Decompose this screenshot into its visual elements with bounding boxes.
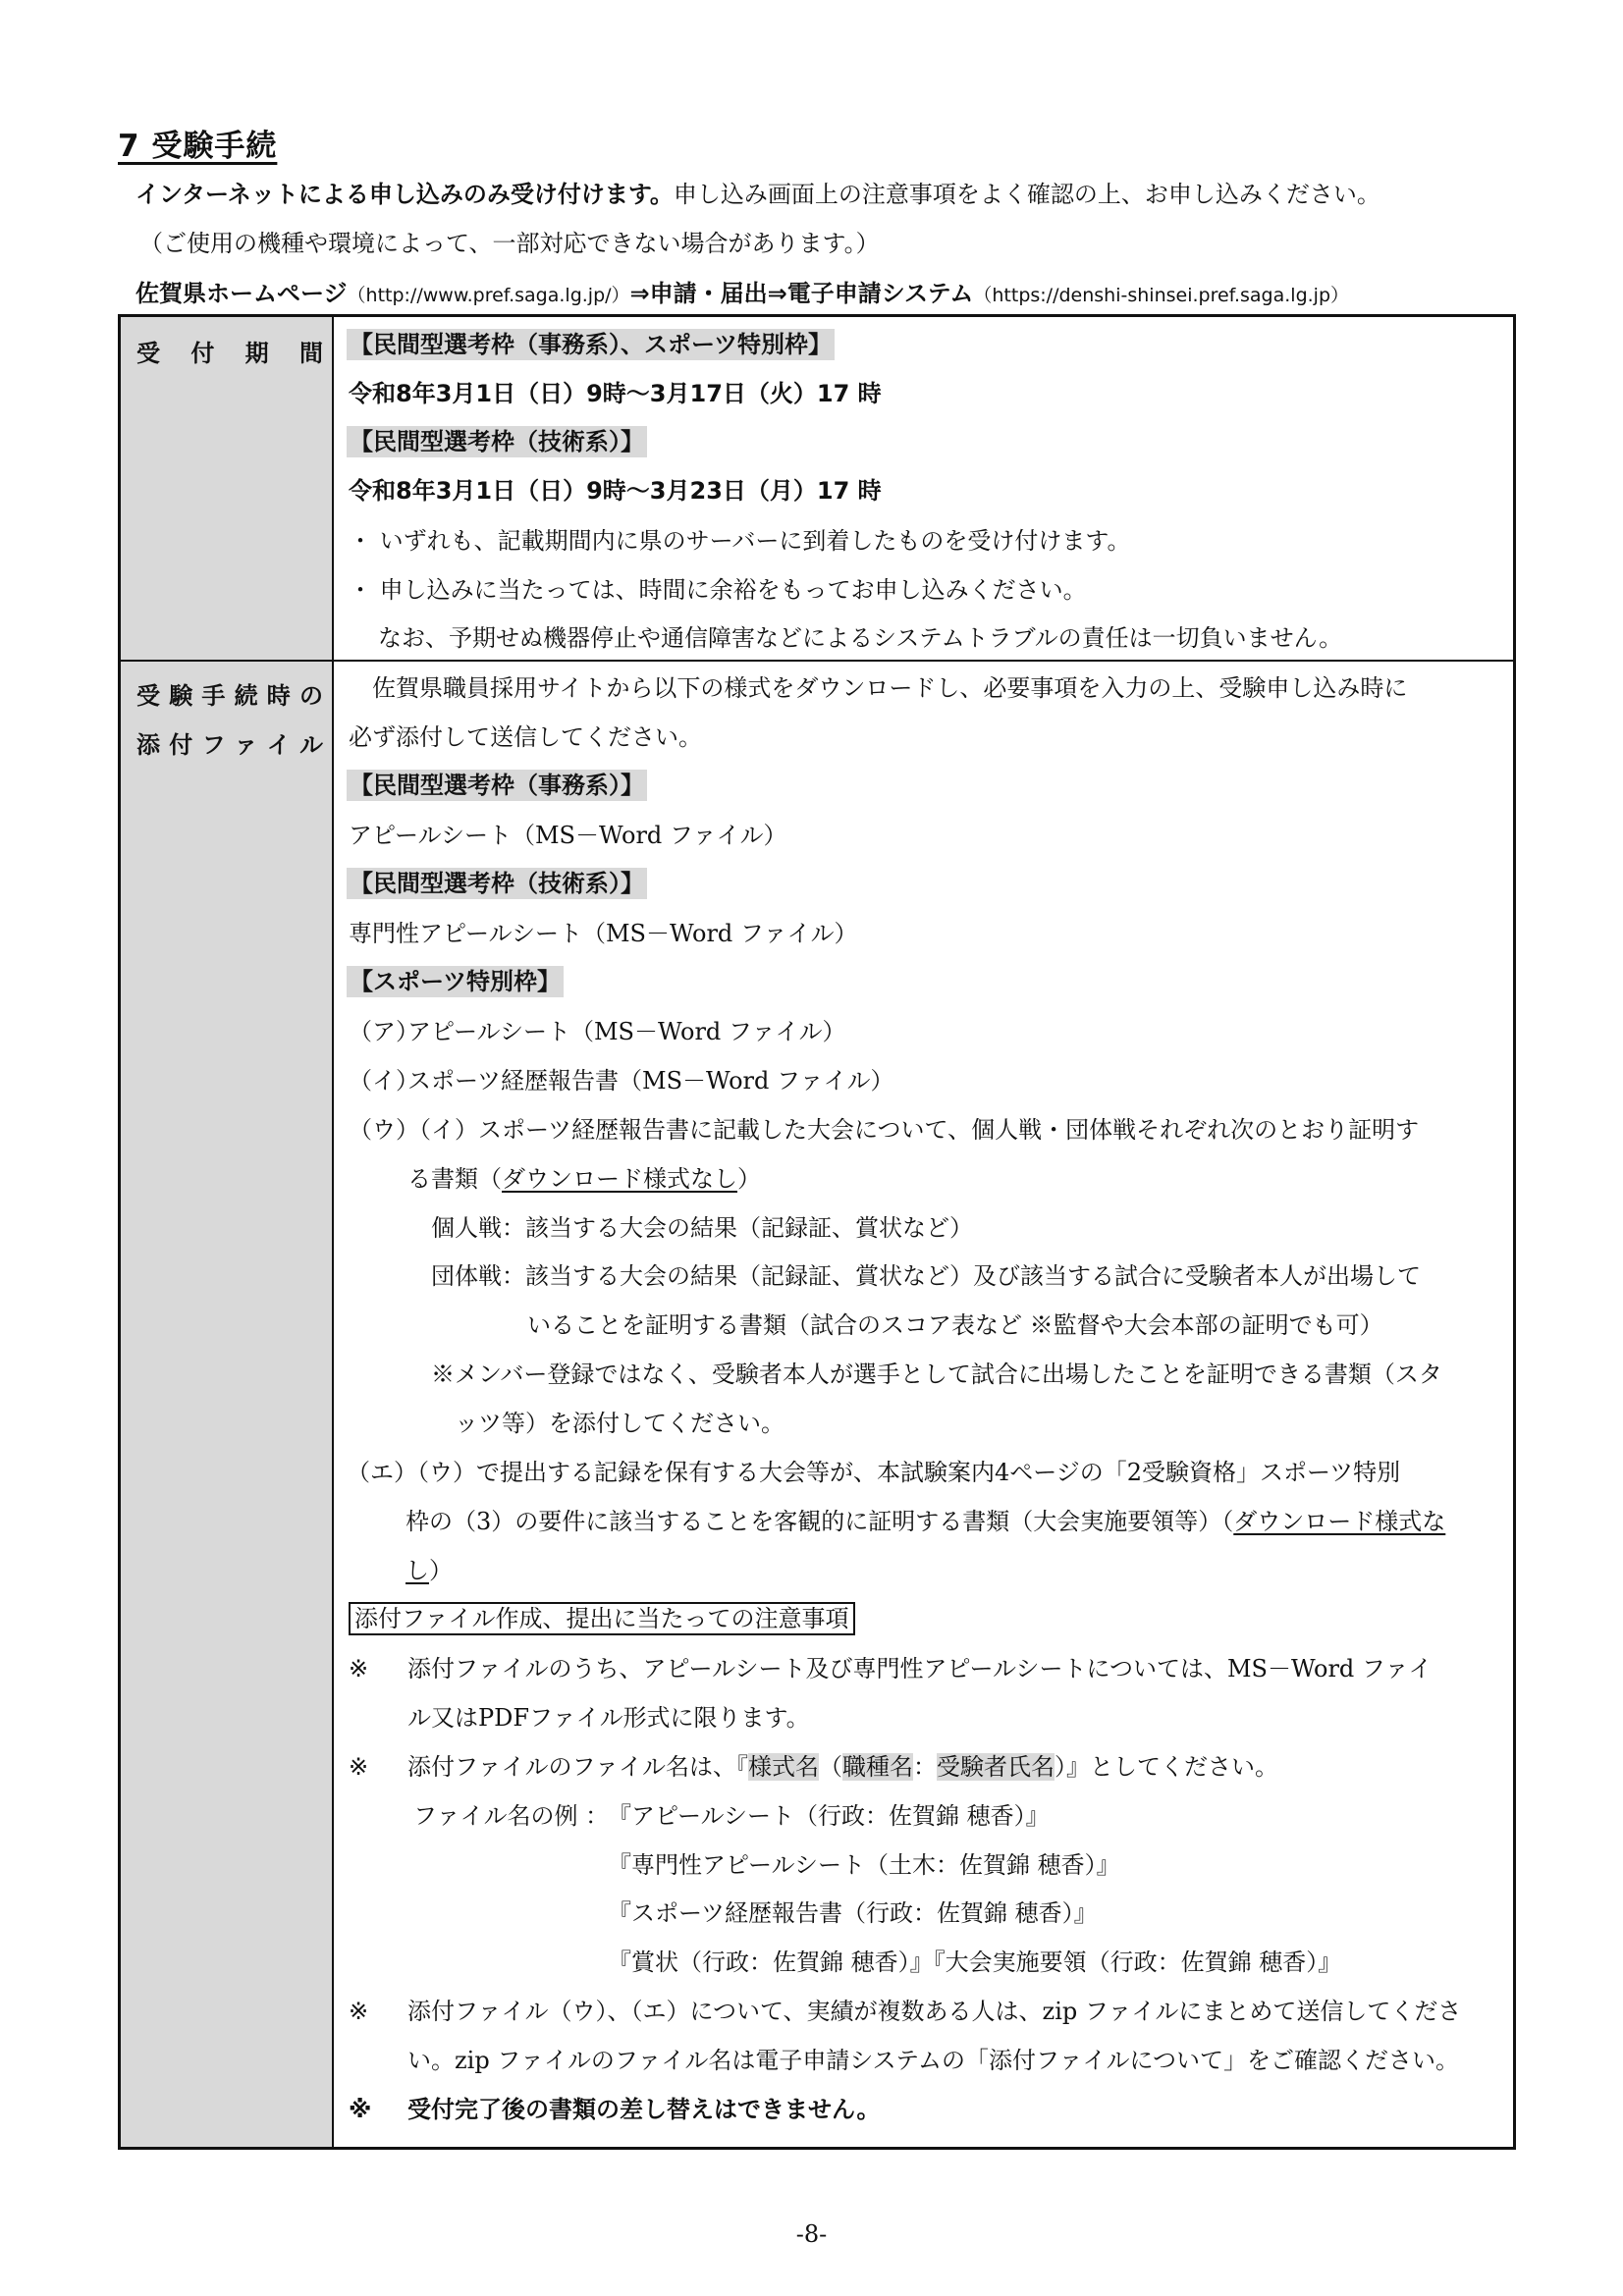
item-e-mark: （エ）	[347, 1459, 417, 1486]
note-2-text	[407, 1753, 1278, 1782]
item-e-text-2a: 枠の（3）の要件に該当することを客観的に証明する書類（大会実施要領等）（	[406, 1508, 1234, 1535]
attach-intro-2: 必ず添付して送信してください。	[349, 723, 702, 751]
procedure-table	[118, 314, 1516, 2150]
note-4-mark: ※	[349, 2096, 372, 2123]
note-2-e: ：	[913, 1753, 938, 1781]
attach-label-line-2: 添付ファイル	[136, 731, 323, 759]
filename-example-1: 『アピールシート（行政：佐賀錦 穂香）』	[608, 1802, 1050, 1830]
dantai-line-2: いることを証明する書類（試合のスコア表など ※監督や大会本部の証明でも可）	[527, 1311, 1383, 1339]
dantai-line-1: 団体戦：該当する大会の結果（記録証、賞状など）及び該当する試合に受験者本人が出場して	[431, 1262, 1421, 1290]
period-dates-1: 令和8年3月1日（日）9時～3月17日（火）17 時	[349, 380, 882, 407]
attach-heading-sports: 【スポーツ特別枠】	[347, 966, 564, 997]
filename-example-label: ファイル名の例 ：	[413, 1802, 610, 1830]
filename-example-2: 『専門性アピールシート（土木：佐賀錦 穂香）』	[608, 1851, 1120, 1879]
period-heading-gijutsu: 【民間型選考枠（技術系）】	[347, 426, 647, 457]
no-download-form-note-2: ダウンロード様式な	[1233, 1508, 1446, 1535]
period-label: 受付期間	[136, 340, 323, 367]
item-i-text: スポーツ経歴報告書（MS－Word ファイル）	[407, 1067, 894, 1095]
filename-example-4: 『賞状（行政：佐賀錦 穂香）』『大会実施要領（行政：佐賀錦 穂香）』	[608, 1949, 1342, 1976]
item-u-text-1: （イ）スポーツ経歴報告書に記載した大会について、個人戦・団体戦それぞれ次のとおり証明す	[407, 1116, 1420, 1144]
attach-heading-gijutsu: 【民間型選考枠（技術系）】	[347, 868, 647, 899]
item-a-text: アピールシート（MS－Word ファイル）	[407, 1018, 846, 1045]
attach-intro-1: 佐賀県職員採用サイトから以下の様式をダウンロードし、必要事項を入力の上、受験申し込み時に	[372, 674, 1408, 702]
note-2-c: （	[819, 1753, 843, 1781]
homepage-link-text[interactable]: 佐賀県ホームページ	[135, 280, 348, 307]
intro-line-2: （ご使用の機種や環境によって、一部対応できない場合があります。）	[139, 230, 880, 257]
job-type-field: 職種名	[842, 1753, 914, 1781]
item-u-mark: （ウ）	[349, 1116, 419, 1144]
attach-label-line-1: 受験手続時の	[136, 682, 323, 710]
member-note-2: ッツ等）を添付してください。	[455, 1410, 784, 1437]
no-download-form-note: ダウンロード様式なし	[502, 1165, 737, 1193]
notes-title-box: 添付ファイル作成、提出に当たっての注意事項	[349, 1602, 855, 1635]
item-u-text-2a: る書類（	[407, 1165, 502, 1193]
attach-jimu-file: アピールシート（MS－Word ファイル）	[349, 822, 787, 849]
attach-heading-jimu: 【民間型選考枠（事務系）】	[347, 770, 647, 801]
item-i-mark: （イ）	[349, 1067, 419, 1095]
member-note-1: ※メンバー登録ではなく、受験者本人が選手として試合に出場したことを証明できる書類（スタ	[431, 1361, 1442, 1388]
attach-gijutsu-file: 専門性アピールシート（MS－Word ファイル）	[349, 920, 858, 947]
e-application-url[interactable]: （https://denshi-shinsei.pref.saga.lg.jp）	[973, 285, 1350, 306]
no-download-form-note-3: し	[406, 1557, 429, 1584]
period-note: なお、予期せぬ機器停止や通信障害などによるシステムトラブルの責任は一切負いません。	[378, 624, 1343, 652]
intro-bold-notice: インターネットによる申し込みのみ受け付けます。	[135, 181, 674, 208]
note-4-text: 受付完了後の書類の差し替えはできません。	[407, 2096, 881, 2123]
period-bullet-1: ・ いずれも、記載期間内に県のサーバーに到着したものを受け付けます。	[349, 527, 1131, 555]
applicant-name-field: 受験者氏名	[937, 1753, 1055, 1781]
period-bullet-2: ・ 申し込みに当たっては、時間に余裕をもってお申し込みください。	[349, 576, 1087, 604]
navigation-path: ⇒申請・届出⇒電子申請システム	[629, 280, 974, 307]
note-2-mark: ※	[349, 1753, 369, 1781]
note-3-mark: ※	[349, 1998, 369, 2025]
item-e-text-2	[406, 1508, 1445, 1536]
filename-example-3: 『スポーツ経歴報告書（行政：佐賀錦 穂香）』	[608, 1899, 1098, 1927]
row-divider	[121, 660, 1513, 662]
intro-notice-rest: 申し込み画面上の注意事項をよく確認の上、お申し込みください。	[673, 181, 1380, 208]
item-u-text-2	[407, 1165, 761, 1194]
item-e-text-1: （ウ）で提出する記録を保有する大会等が、本試験案内4ページの「2受験資格」スポーツ特別	[406, 1459, 1401, 1486]
period-dates-2: 令和8年3月1日（日）9時～3月23日（月）17 時	[349, 477, 882, 505]
note-3-line-2: い。zip ファイルのファイル名は電子申請システムの「添付ファイルについて」をご確認ください。	[407, 2047, 1459, 2074]
section-title: 7 受験手続	[118, 129, 278, 164]
note-1-line-2: ル又はPDFファイル形式に限ります。	[407, 1704, 810, 1732]
period-heading-jimu-sports: 【民間型選考枠（事務系）、スポーツ特別枠】	[347, 329, 835, 360]
intro-line-1	[135, 175, 1380, 209]
note-3-line-1: 添付ファイル（ウ）、（エ）について、実績が複数ある人は、zip ファイルにまとめて送信してくださ	[407, 1998, 1462, 2025]
item-e-text-3	[406, 1557, 453, 1585]
intro-line-3	[135, 274, 1349, 308]
page-number: -8-	[795, 2220, 828, 2248]
note-1-mark: ※	[349, 1655, 369, 1682]
kojin-line: 個人戦：該当する大会の結果（記録証、賞状など）	[431, 1214, 973, 1242]
note-1-line-1: 添付ファイルのうち、アピールシート及び専門性アピールシートについては、MS－Word ファイ	[407, 1655, 1433, 1682]
note-2-g: ）』としてください。	[1055, 1753, 1279, 1781]
item-e-text-3b: ）	[429, 1557, 453, 1584]
item-a-mark: （ア）	[349, 1018, 419, 1045]
note-2-a: 添付ファイルのファイル名は、『	[407, 1753, 749, 1781]
format-name-field: 様式名	[748, 1753, 820, 1781]
item-u-text-2c: ）	[737, 1165, 761, 1193]
label-column	[121, 317, 334, 2147]
homepage-url[interactable]: （http://www.pref.saga.lg.jp/）	[347, 285, 630, 306]
